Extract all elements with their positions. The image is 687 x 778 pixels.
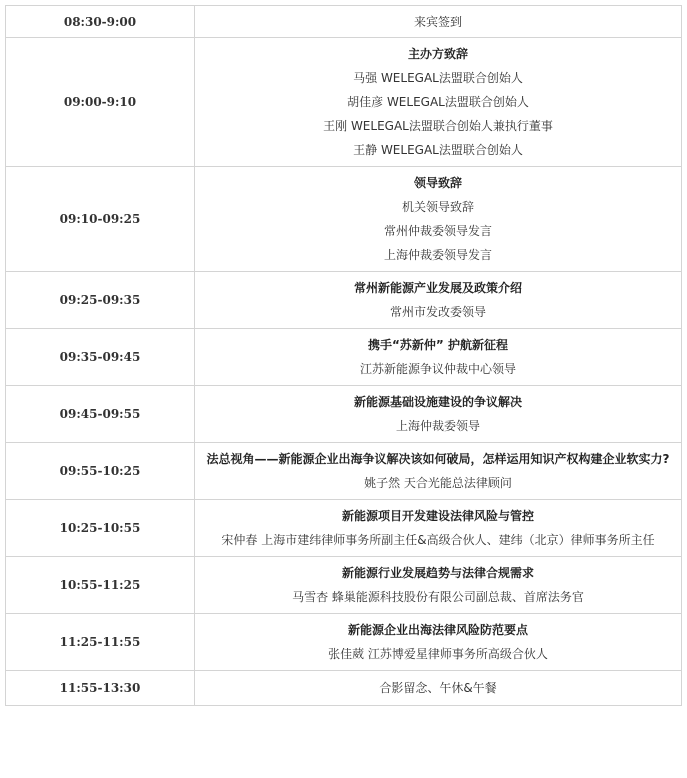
- agenda-content: [195, 272, 682, 329]
- agenda-item-detail: 张佳葳 江苏博爱星律师事务所高级合伙人: [328, 647, 548, 661]
- agenda-content: [195, 386, 682, 443]
- agenda-row: [6, 614, 682, 671]
- agenda-content: [195, 6, 682, 38]
- agenda-row: [6, 443, 682, 500]
- agenda-item-title: 新能源行业发展趋势与法律合规需求: [341, 566, 534, 580]
- agenda-time: 09:55-10:25: [6, 443, 195, 500]
- agenda-row: [6, 167, 682, 272]
- agenda-item-detail: 合影留念、午休&午餐: [379, 681, 497, 695]
- agenda-item-detail: 江苏新能源争议仲裁中心领导: [359, 362, 516, 376]
- agenda-row: [6, 272, 682, 329]
- agenda-body: [6, 6, 682, 706]
- agenda-time: 09:10-09:25: [6, 167, 195, 272]
- agenda-content: [195, 329, 682, 386]
- agenda-time: 08:30-9:00: [6, 6, 195, 38]
- agenda-item-detail: 马强 WELEGAL法盟联合创始人: [353, 71, 523, 85]
- agenda-row: [6, 38, 682, 167]
- agenda-content: [195, 557, 682, 614]
- agenda-time: 11:55-13:30: [6, 671, 195, 706]
- agenda-item-detail: 王静 WELEGAL法盟联合创始人: [353, 143, 523, 157]
- agenda-item-title: 新能源企业出海法律风险防范要点: [347, 623, 528, 637]
- agenda-item-title: 领导致辞: [413, 176, 462, 190]
- agenda-item-title: 常州新能源产业发展及政策介绍: [353, 281, 522, 295]
- agenda-table: [5, 5, 682, 706]
- agenda-item-detail: 上海仲裁委领导: [395, 419, 480, 433]
- agenda-row: [6, 386, 682, 443]
- agenda-row: [6, 557, 682, 614]
- agenda-content: [195, 500, 682, 557]
- agenda-content: [195, 614, 682, 671]
- agenda-item-detail: 来宾签到: [413, 14, 462, 29]
- agenda-content: [195, 671, 682, 706]
- agenda-item-detail: 王刚 WELEGAL法盟联合创始人兼执行董事: [323, 119, 553, 133]
- agenda-item-detail: 上海仲裁委领导发言: [383, 248, 492, 262]
- agenda-row: [6, 329, 682, 386]
- agenda-time: 09:45-09:55: [6, 386, 195, 443]
- agenda-content: [195, 443, 682, 500]
- agenda-row: [6, 6, 682, 38]
- agenda-item-detail: 机关领导致辞: [401, 200, 474, 214]
- agenda-item-title: 主办方致辞: [407, 47, 468, 61]
- agenda-item-detail: 常州市发改委领导: [389, 305, 486, 319]
- agenda-row: [6, 671, 682, 706]
- agenda-item-detail: 姚子然 天合光能总法律顾问: [364, 476, 512, 490]
- agenda-time: 11:25-11:55: [6, 614, 195, 671]
- agenda-time: 09:25-09:35: [6, 272, 195, 329]
- agenda-item-detail: 常州仲裁委领导发言: [383, 224, 492, 238]
- agenda-item-title: 新能源项目开发建设法律风险与管控: [341, 509, 534, 523]
- agenda-item-detail: 宋仲春 上海市建纬律师事务所副主任&高级合伙人、建纬（北京）律师事务所主任: [221, 533, 655, 547]
- agenda-time: 09:00-9:10: [6, 38, 195, 167]
- agenda-item-detail: 马雪杏 蜂巢能源科技股份有限公司副总裁、首席法务官: [292, 590, 584, 604]
- agenda-item-detail: 胡佳彦 WELEGAL法盟联合创始人: [347, 95, 529, 109]
- agenda-content: [195, 38, 682, 167]
- agenda-time: 10:55-11:25: [6, 557, 195, 614]
- agenda-item-title: 法总视角——新能源企业出海争议解决该如何破局，怎样运用知识产权构建企业软实力?: [206, 452, 670, 466]
- agenda-row: [6, 500, 682, 557]
- agenda-content: [195, 167, 682, 272]
- agenda-item-title: 携手“苏新仲” 护航新征程: [368, 338, 508, 352]
- agenda-time: 10:25-10:55: [6, 500, 195, 557]
- agenda-item-title: 新能源基础设施建设的争议解决: [353, 395, 522, 409]
- agenda-time: 09:35-09:45: [6, 329, 195, 386]
